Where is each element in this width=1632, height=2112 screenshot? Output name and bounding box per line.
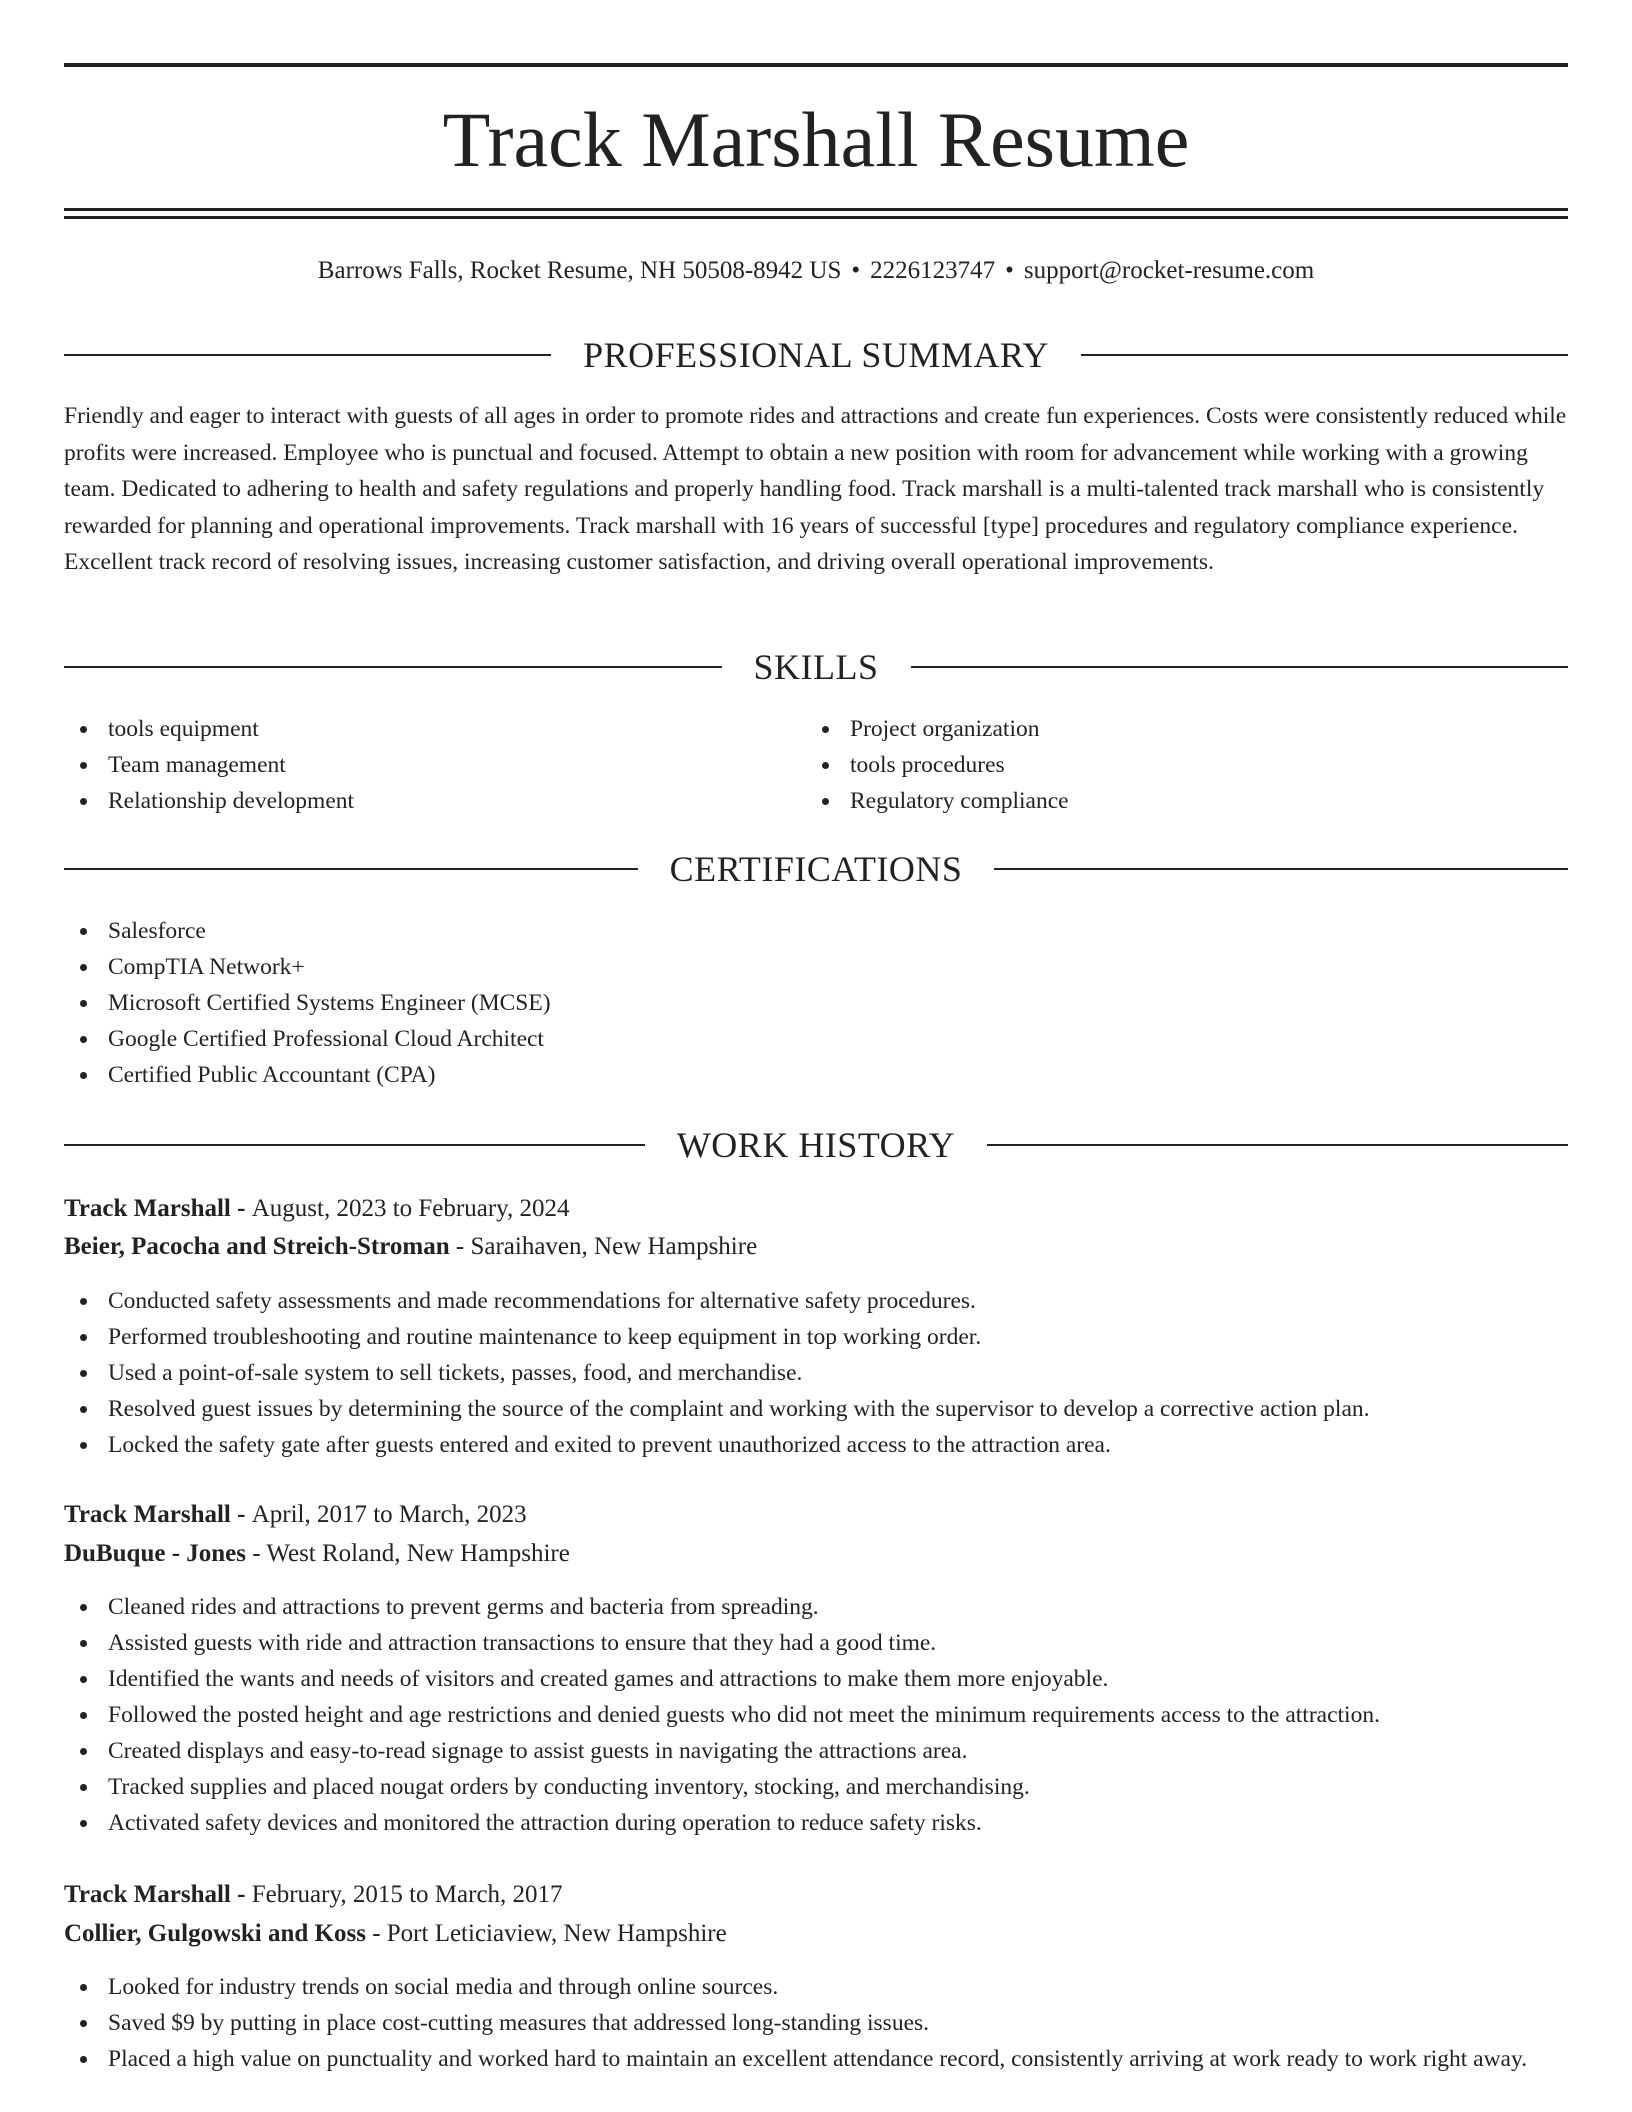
job-company: Collier, Gulgowski and Koss: [64, 1920, 366, 1947]
job-dates: February, 2015 to March, 2017: [251, 1881, 563, 1908]
job-bullet: Conducted safety assessments and made recommendations for alternative safety procedures.: [64, 1283, 1568, 1319]
summary-text: Friendly and eager to interact with guests of all ages in order to promote rides and attractions and create fun experiences. Costs were consistently reduced while profits were increased. Employee who is punctual and focused. Attempt to obtain a new position with room for advancement while working with a growing team. Dedicated to adhering to health and safety regulations and properly handling food. Track marshall is a multi-talented track marshall who is consistently rewarded for planning and operational improvements. Track marshall with 16 years of successful [type] procedures and regulatory compliance experience. Excellent track record of resolving issues, increasing customer satisfaction, and driving overall operational improvements.: [64, 403, 1567, 575]
skill-item: tools equipment: [64, 711, 804, 747]
job-bullet: Cleaned rides and attractions to prevent germs and bacteria from spreading.: [64, 1589, 1568, 1625]
section-header-skills: [64, 645, 1568, 689]
job-bullet: Activated safety devices and monitored the attraction during operation to reduce safety risks.: [64, 1805, 1568, 1841]
contact-phone: 2226123747: [870, 257, 996, 284]
contact-separator: •: [1005, 257, 1014, 284]
job-bullet: Tracked supplies and placed nougat orders by conducting inventory, stocking, and merchandising.: [64, 1769, 1568, 1805]
skill-item: Project organization: [806, 711, 1566, 747]
section-rule: [987, 1144, 1568, 1146]
certification-item: Certified Public Accountant (CPA): [64, 1057, 1568, 1093]
section-rule: [911, 666, 1569, 668]
section-title-skills: SKILLS: [753, 647, 879, 687]
skill-item: tools procedures: [806, 747, 1566, 783]
top-rule: [64, 63, 1568, 67]
section-rule: [64, 868, 638, 870]
job-dates: August, 2023 to February, 2024: [251, 1195, 570, 1222]
certification-item: CompTIA Network+: [64, 949, 1568, 985]
job-title-line: Track Marshall - April, 2017 to March, 2023: [64, 1501, 527, 1528]
job-bullets: [64, 1283, 1568, 1463]
certifications-list: [64, 913, 1568, 1093]
resume-title: Track Marshall Resume: [442, 96, 1190, 183]
job-bullet: Looked for industry trends on social media and through online sources.: [64, 1969, 1568, 2005]
contact-line: [64, 254, 1568, 288]
contact-email: support@rocket-resume.com: [1023, 257, 1315, 284]
section-rule: [64, 1144, 645, 1146]
job-company: Beier, Pacocha and Streich-Stroman: [64, 1233, 450, 1260]
skill-item: Team management: [64, 747, 804, 783]
job-title-line: Track Marshall - August, 2023 to February, 2024: [64, 1195, 570, 1222]
section-title-work-history: WORK HISTORY: [676, 1125, 956, 1165]
job-dates: April, 2017 to March, 2023: [251, 1501, 527, 1528]
section-rule: [994, 868, 1568, 870]
section-rule: [64, 354, 551, 356]
job-bullet: Saved $9 by putting in place cost-cutting measures that addressed long-standing issues.: [64, 2005, 1568, 2041]
job-bullet: Placed a high value on punctuality and worked hard to maintain an excellent attendance record, consistently arriving at work ready to work right away.: [64, 2041, 1568, 2077]
job-bullet: Performed troubleshooting and routine maintenance to keep equipment in top working order.: [64, 1319, 1568, 1355]
section-title-certifications: CERTIFICATIONS: [669, 849, 963, 889]
certification-item: Salesforce: [64, 913, 1568, 949]
contact-separator: •: [851, 257, 861, 284]
job-company: DuBuque - Jones: [64, 1540, 246, 1567]
job-title-line: Track Marshall - February, 2015 to March, 2017: [64, 1881, 563, 1908]
contact-address: Barrows Falls, Rocket Resume, NH 50508-8942 US: [317, 257, 842, 284]
job-bullet: Resolved guest issues by determining the source of the complaint and working with the supervisor to develop a corrective action plan.: [64, 1391, 1568, 1427]
job-location: West Roland, New Hampshire: [266, 1540, 570, 1567]
job-bullet: Locked the safety gate after guests entered and exited to prevent unauthorized access to the attraction area.: [64, 1427, 1568, 1463]
section-rule: [64, 666, 722, 668]
job-company-line: DuBuque - Jones - West Roland, New Hampshire: [64, 1540, 570, 1567]
section-header-work-history: [64, 1123, 1568, 1167]
certification-item: Microsoft Certified Systems Engineer (MCSE): [64, 985, 1568, 1021]
title-underline-rule: [64, 216, 1568, 219]
job-title: Track Marshall: [64, 1501, 231, 1528]
job-company-line: Beier, Pacocha and Streich-Stroman - Saraihaven, New Hampshire: [64, 1233, 758, 1260]
skills-list-right: [806, 711, 1566, 819]
job-bullet: Used a point-of-sale system to sell tickets, passes, food, and merchandise.: [64, 1355, 1568, 1391]
job-bullet: Followed the posted height and age restrictions and denied guests who did not meet the minimum requirements access to the attraction.: [64, 1697, 1568, 1733]
section-header-certifications: [64, 847, 1568, 891]
certification-item: Google Certified Professional Cloud Architect: [64, 1021, 1568, 1057]
skills-list-left: [64, 711, 804, 819]
job-bullets: [64, 1589, 1568, 1841]
title-underline-rule: [64, 208, 1568, 211]
job-bullets: [64, 1969, 1568, 2077]
job-title: Track Marshall: [64, 1881, 231, 1908]
skill-item: Regulatory compliance: [806, 783, 1566, 819]
section-header-summary: [64, 333, 1568, 377]
job-title: Track Marshall: [64, 1195, 231, 1222]
job-bullet: Created displays and easy-to-read signage to assist guests in navigating the attractions area.: [64, 1733, 1568, 1769]
section-rule: [1081, 354, 1568, 356]
job-bullet: Assisted guests with ride and attraction transactions to ensure that they had a good time.: [64, 1625, 1568, 1661]
skill-item: Relationship development: [64, 783, 804, 819]
job-bullet: Identified the wants and needs of visitors and created games and attractions to make them more enjoyable.: [64, 1661, 1568, 1697]
job-location: Saraihaven, New Hampshire: [470, 1233, 758, 1260]
job-location: Port Leticiaview, New Hampshire: [386, 1920, 727, 1947]
job-company-line: Collier, Gulgowski and Koss - Port Leticiaview, New Hampshire: [64, 1920, 727, 1947]
section-title-summary: PROFESSIONAL SUMMARY: [583, 335, 1049, 375]
